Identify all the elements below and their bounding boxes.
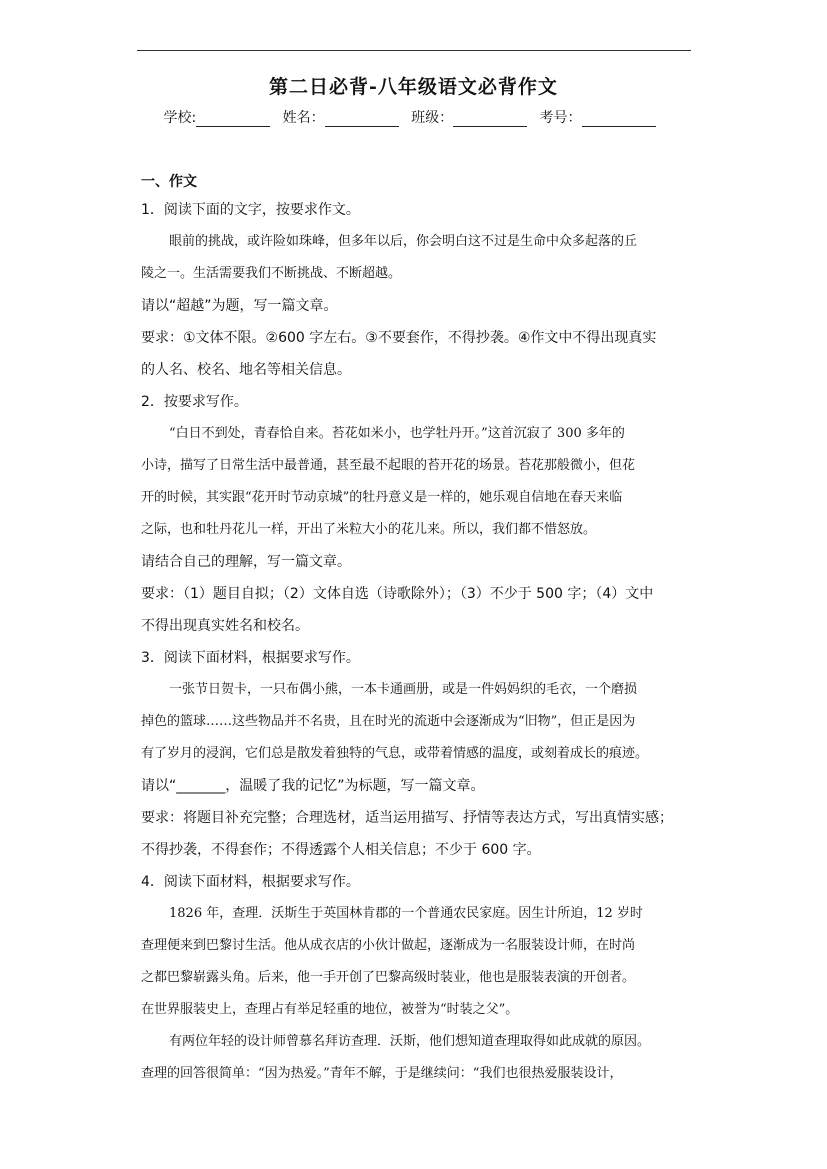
question-prompt: 3．阅读下面材料，根据要求写作。 [141, 650, 360, 666]
document-title: 第二日必背-八年级语文必背作文 [269, 76, 558, 98]
header-rule [137, 50, 691, 51]
school-label: 学校: [163, 110, 197, 126]
material-line: 掉色的篮球……这些物品并不名贵，且在时光的流逝中会逐渐成为“旧物”，但正是因为 [141, 714, 636, 729]
question-prompt: 1．阅读下面的文字，按要求作文。 [141, 202, 360, 218]
requirement-line: 要求：（1）题目自拟；（2）文体自选（诗歌除外）；（3）不少于 500 字；（4）文中 [141, 586, 654, 602]
material-line: 开的时候，其实跟“花开时节动京城”的牡丹意义是一样的，她乐观自信地在春天来临 [141, 490, 623, 505]
exam-number-field [540, 107, 664, 127]
material-line: 小诗，描写了日常生活中最普通，甚至最不起眼的苔开花的场景。苔花那般微小，但花 [141, 458, 636, 473]
material-line: 之际，也和牡丹花儿一样，开出了米粒大小的花儿来。所以，我们都不惜怒放。 [141, 522, 597, 537]
name-blank[interactable] [325, 112, 399, 127]
material-line: 眼前的挑战，或许险如珠峰，但多年以后，你会明白这不过是生命中众多起落的丘 [169, 234, 638, 249]
question-prompt: 2．按要求写作。 [141, 394, 248, 410]
material-line: 查理便来到巴黎讨生活。他从成衣店的小伙计做起，逐渐成为一名服装设计师，在时尚 [141, 938, 636, 953]
school-field [163, 107, 278, 127]
exam-number-blank[interactable] [582, 112, 656, 127]
requirement-line: 的人名、校名、地名等相关信息。 [141, 362, 351, 378]
student-info-row [0, 107, 827, 127]
material-line: 有两位年轻的设计师曾慕名拜访查理．沃斯，他们想知道查理取得如此成就的原因。 [169, 1034, 651, 1049]
question-instruction: 请结合自己的理解，写一篇文章。 [141, 554, 351, 570]
exam-number-label: 考号： [539, 110, 582, 126]
material-line: “白日不到处，青春恰自来。苔花如米小，也学牡丹开。”这首沉寂了 300 多年的 [169, 426, 625, 441]
material-line: 在世界服装史上，查理占有举足轻重的地位，被誉为“时装之父”。 [141, 1002, 519, 1017]
requirement-line: 不得抄袭，不得套作；不得透露个人相关信息；不少于 600 字。 [141, 842, 541, 858]
question-prompt: 4．阅读下面材料，根据要求写作。 [141, 874, 360, 890]
class-field [411, 107, 535, 127]
requirement-line: 要求：将题目补充完整；合理选材，适当运用描写、抒情等表达方式，写出真情实感； [141, 810, 673, 826]
material-line: 陵之一。生活需要我们不断挑战、不断超越。 [141, 266, 402, 281]
material-line: 一张节日贺卡，一只布偶小熊，一本卡通画册，或是一件妈妈织的毛衣，一个磨损 [169, 682, 638, 697]
class-blank[interactable] [453, 112, 527, 127]
question-4 [141, 866, 691, 1090]
name-field [283, 107, 407, 127]
question-3 [141, 642, 691, 866]
name-label: 姓名： [282, 110, 325, 126]
question-instruction: 请以“超越”为题，写一篇文章。 [141, 298, 338, 314]
material-line: 之都巴黎崭露头角。后来，他一手开创了巴黎高级时装业，他也是服装表演的开创者。 [141, 970, 636, 985]
class-label: 班级： [411, 110, 454, 126]
school-blank[interactable] [196, 112, 270, 127]
material-line: 1826 年，查理．沃斯生于英国林肯郡的一个普通农民家庭。因生计所迫，12 岁时 [169, 906, 643, 921]
requirement-line: 不得出现真实姓名和校名。 [141, 618, 309, 634]
question-instruction: 请以“_______，温暖了我的记忆”为标题，写一篇文章。 [141, 778, 485, 794]
section-heading: 一、作文 [141, 174, 197, 190]
question-1 [141, 194, 691, 386]
material-line: 有了岁月的浸润，它们总是散发着独特的气息，或带着情感的温度，或刻着成长的痕迹。 [141, 746, 649, 761]
material-line: 查理的回答很简单：“因为热爱。”青年不解，于是继续问：“我们也很热爱服装设计， [141, 1066, 623, 1081]
question-2 [141, 386, 691, 642]
exam-content [141, 170, 691, 1090]
requirement-line: 要求：①文体不限。②600 字左右。③不要套作，不得抄袭。④作文中不得出现真实 [141, 330, 657, 346]
